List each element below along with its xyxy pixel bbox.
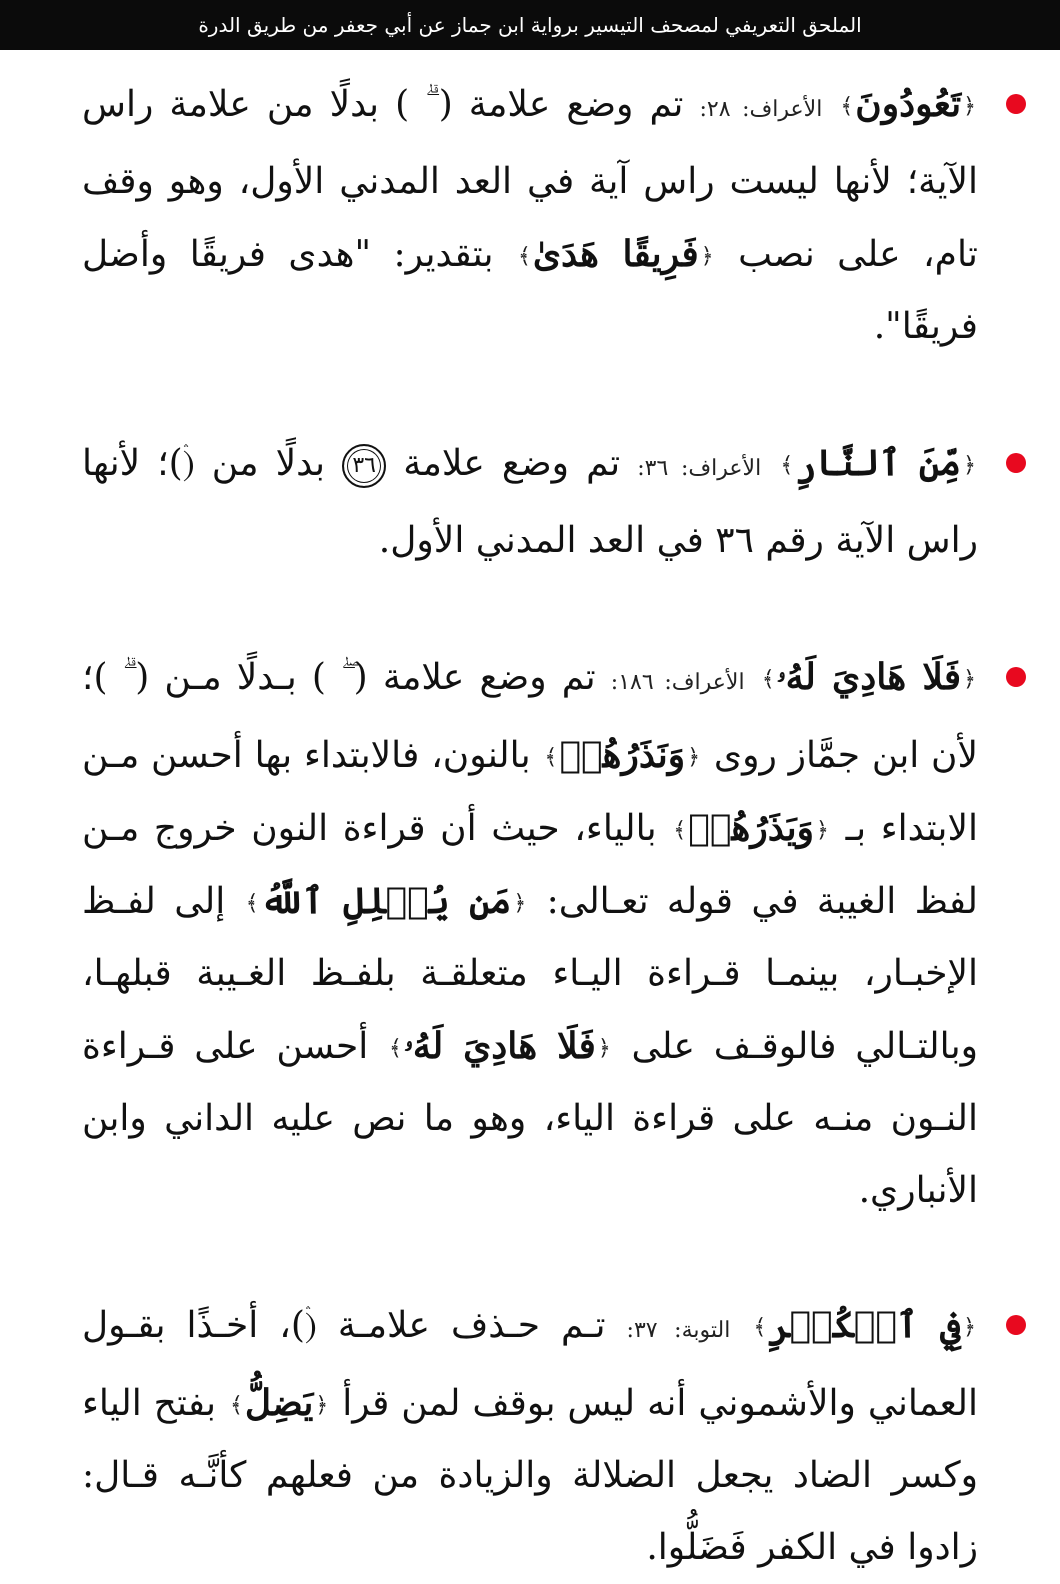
ornament-open-icon: ﴿ <box>963 1315 976 1340</box>
quran-word: يَضِلُّ <box>244 1382 314 1424</box>
quran-word: وَيَذَرُهُمۡ <box>688 807 815 849</box>
bullet-icon <box>1006 94 1026 114</box>
quran-word: فَلَا هَادِيَ لَهُۥ <box>776 656 962 698</box>
note-text: بفتح الياء وكسر الضاد يجعل الضلالة والزيادة من فعلهم كأنَّـه قـال: زادوا في الكفر فَضَلُّوا. <box>82 1383 978 1568</box>
ornament-close-icon: ﴾ <box>840 94 854 119</box>
ornament-close-icon: ﴾ <box>389 1036 402 1061</box>
note-item <box>82 641 1026 1227</box>
note-text: تم وضع علامة ( ۗ ) بدلًا من علامة راس الآية؛ لأنها ليست راس آية في العد المدني الأول، وهو وقف تام، على نصب <box>82 84 978 275</box>
note-text: بالنون، فالابتداء بها أحسن مـن الابتداء بـ <box>82 735 978 849</box>
page-header <box>0 0 1060 50</box>
ornament-close-icon: ﴾ <box>517 244 531 269</box>
ornament-close-icon: ﴾ <box>780 453 794 478</box>
bullet-icon <box>1006 667 1026 687</box>
ornament-open-icon: ﴿ <box>597 1036 611 1061</box>
surah-reference: الأعراف: ٢٨: <box>699 97 823 122</box>
surah-reference: التوبة: ٣٧: <box>626 1318 731 1343</box>
note-text: أحسن على قـراءة النـون منـه على قراءة الياء، وهو ما نص عليه الداني وابن الأنباري. <box>82 1026 978 1211</box>
ayah-number-icon: ٣٦ <box>342 444 386 488</box>
notes-list <box>0 50 1060 1584</box>
note-item <box>82 68 1026 363</box>
bullet-icon <box>1006 453 1026 473</box>
ornament-open-icon: ﴿ <box>963 667 976 692</box>
note-text: تم وضع علامة <box>403 443 621 484</box>
note-text: بتقدير: "هدى فريقًا وأضل فريقًا". <box>82 234 978 347</box>
header-title: الملحق التعريفي لمصحف التيسير برواية ابن جماز عن أبي جعفر من طريق الدرة <box>198 13 862 37</box>
ornament-open-icon: ﴿ <box>513 891 527 916</box>
note-item <box>82 1289 1026 1584</box>
quran-word: وَنَذَرُهُمۡ <box>559 734 686 776</box>
quran-word: مَن يُضۡلِلِ ٱللَّهُ <box>260 880 512 922</box>
quran-word: فِي ٱلۡكُفۡرِ <box>768 1304 962 1346</box>
quran-word: تَعُودُونَ <box>855 83 962 125</box>
quran-word: فَرِيقًا هَدَىٰ <box>532 233 699 275</box>
note-item <box>82 427 1026 577</box>
ornament-close-icon: ﴾ <box>544 745 558 770</box>
ornament-open-icon: ﴿ <box>963 94 976 119</box>
note-text: بالياء، حيث أن قراءة النون خروج مـن لفظ الغيبة في قوله تعـالى: <box>82 808 978 922</box>
note-text: تـم حـذف علامـة (ۛ)، أخـذًا بقـول العماني والأشموني أنه ليس بوقف لمن قرأ <box>82 1305 978 1424</box>
note-text: إلى لفـظ الإخبـار، بينمـا قـراءة اليـاء متعلقـة بلفـظ الغـيبة قبلهـا، وبالتـالي فالوقـف على <box>82 881 978 1067</box>
note-text: بدلًا من (ۛ)؛ لأنها راس الآية رقم ٣٦ في العد المدني الأول. <box>82 443 978 561</box>
note-text: تم وضع علامة ( ۖ ) بـدلًا مـن ( ۗ )؛ لأن ابن جمَّاز روى <box>82 657 979 776</box>
ornament-close-icon: ﴾ <box>673 818 687 843</box>
ornament-close-icon: ﴾ <box>229 1393 243 1418</box>
ornament-close-icon: ﴾ <box>753 1315 767 1340</box>
ornament-close-icon: ﴾ <box>245 891 259 916</box>
surah-reference: الأعراف: ٣٦: <box>637 456 762 481</box>
ornament-close-icon: ﴾ <box>761 667 775 692</box>
bullet-icon <box>1006 1315 1026 1335</box>
quran-word: فَلَا هَادِيَ لَهُۥ <box>403 1025 596 1067</box>
surah-reference: الأعراف: ١٨٦: <box>610 670 745 695</box>
ornament-open-icon: ﴿ <box>687 745 701 770</box>
ornament-open-icon: ﴿ <box>963 453 976 478</box>
ornament-open-icon: ﴿ <box>315 1393 329 1418</box>
ornament-open-icon: ﴿ <box>816 818 829 843</box>
quran-word: مِّنَ ٱلنَّارِ <box>795 442 962 484</box>
ornament-open-icon: ﴿ <box>700 244 714 269</box>
